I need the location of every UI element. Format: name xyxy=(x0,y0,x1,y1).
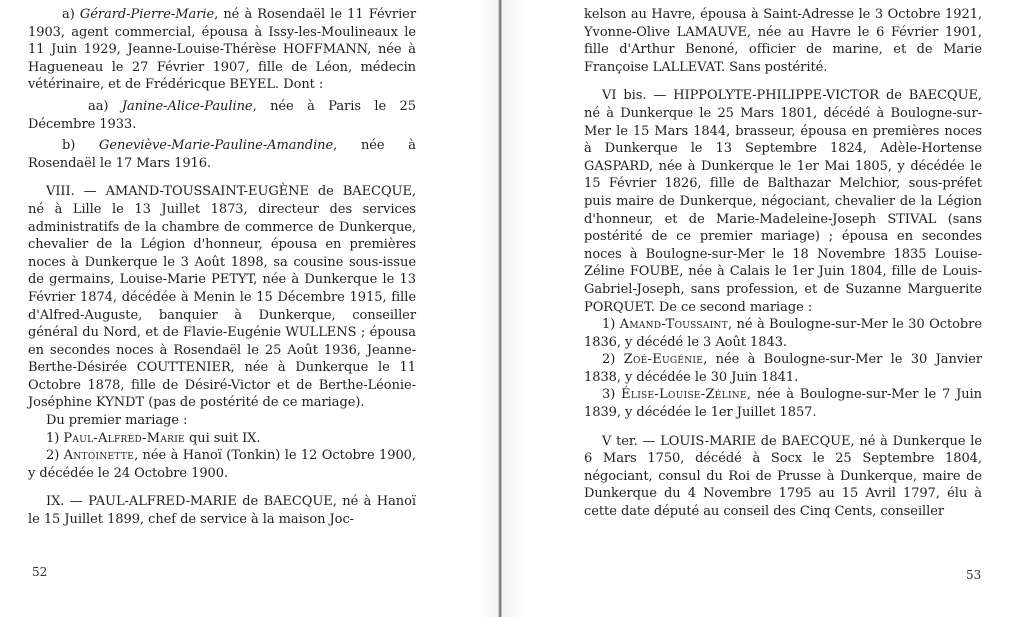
left-page-text xyxy=(28,6,416,529)
paragraph-section-vi-bis: VI bis. — HIPPOLYTE-PHILIPPE-VICTOR de BAECQUE, né à Dunkerque le 25 Mars 1801, décédé à Boulogne-sur-Mer le 15 Mars 1844, brasseur, épousa en premières noces à Dunkerque le 13 Septembre 1824, Adèle-Hortense GASPARD, née à Dunkerque le 1er Mai 1805, y décédée le 15 Février 1826, fille de Balthazar Melchior, sous-préfet puis maire de Dunkerque, négociant, chevalier de la Légion d'honneur, et de Marie-Madeleine-Joseph STIVAL (sans postérité de ce premier mariage) ; épousa en secondes noces à Boulogne-sur-Mer le 18 Novembre 1835 Louise-Zéline FOUBE, née à Calais le 1er Juin 1804, fille de Louis-Gabriel-Joseph, sans profession, et de Suzanne Marguerite PORQUET. De ce second mariage : xyxy=(584,88,982,315)
item-label: 1) xyxy=(46,430,60,446)
paragraph-text: , né à Rosendaël le 11 Février 1903, agent commercial, épousa à Issy-les-Moulineaux le 11 Juin 1929, Jeanne-Louise-Thérèse HOFFMANN, née à Hagueneau le 27 Février 1907, fille de Léon, médecin vétérinaire, et de Frédéricque BEYEL. Dont : xyxy=(28,7,416,93)
paragraph-first-marriage: Du premier mariage : xyxy=(46,413,188,429)
paragraph-child-amand xyxy=(584,316,982,351)
person-name: Antoinette xyxy=(63,448,135,464)
person-name: Geneviève-Marie-Pauline-Amandine xyxy=(99,138,334,154)
paragraph-continuation: kelson au Havre, épousa à Saint-Adresse le 3 Octobre 1921, Yvonne-Olive LAMAUVE, née au Havre le 6 Février 1901, fille d'Arthur Benoné, officier de marine, et de Marie Françoise LALLEVAT. Sans postérité. xyxy=(584,7,982,75)
paragraph-text: , née à Boulogne-sur-Mer le 7 Juin 1839, y décédée le 1er Juillet 1857. xyxy=(584,387,982,421)
right-page xyxy=(502,0,1024,617)
person-name: Janine-Alice-Pauline xyxy=(121,98,253,114)
paragraph-text: , née à Paris le 25 Décembre 1933. xyxy=(28,98,416,132)
item-label: b) xyxy=(62,138,76,154)
item-label: 2) xyxy=(602,352,616,368)
paragraph-section-ix: IX. — PAUL-ALFRED-MARIE de BAECQUE, né à Hanoï le 15 Juillet 1899, chef de service à la maison Joc- xyxy=(28,494,416,528)
item-label: 2) xyxy=(46,448,60,464)
paragraph-section-v-ter: V ter. — LOUIS-MARIE de BAECQUE, né à Dunkerque le 6 Mars 1750, décédé à Socx le 25 Septembre 1804, négociant, consul du Roi de Prusse à Dunkerque, maire de Dunkerque du 4 Novembre 1795 au 15 Avril 1797, élu à cette date député au conseil des Cinq Cents, conseiller xyxy=(584,433,982,520)
person-name: Amand-Toussaint xyxy=(619,317,729,333)
paragraph-text: , née à Rosendaël le 17 Mars 1916. xyxy=(28,138,416,171)
paragraph-genevieve xyxy=(28,137,416,172)
paragraph-text: , née à Boulogne-sur-Mer le 30 Janvier 1838, y décédée le 30 Juin 1841. xyxy=(584,352,982,385)
person-name: Élise-Louise-Zéline xyxy=(621,387,747,403)
paragraph-text: , né à Boulogne-sur-Mer le 30 Octobre 1836, y décédé le 3 Août 1843. xyxy=(584,317,982,350)
item-label: aa) xyxy=(88,98,109,114)
paragraph-text: qui suit IX. xyxy=(184,430,261,446)
item-label: 1) xyxy=(602,317,616,333)
person-name: Paul-Alfred-Marie xyxy=(63,430,185,446)
item-label: a) xyxy=(62,7,75,22)
paragraph-section-viii: VIII. — AMAND-TOUSSAINT-EUGÈNE de BAECQUE, né à Lille le 13 Juillet 1873, directeur des services administratifs de la chambre de commerce de Dunkerque, chevalier de la Légion d'honneur, épousa en premières noces à Dunkerque le 3 Août 1898, sa cousine sous-issue de germains, Louise-Marie PETYT, née à Dunkerque le 13 Février 1874, décédée à Menin le 15 Décembre 1915, fille d'Alfred-Auguste, banquier à Dunkerque, conseiller général du Nord, et de Flavie-Eugénie WULLENS ; épousa en secondes noces à Rosendaël le 25 Août 1936, Jeanne-Berthe-Désirée COUTTENIER, née à Dunkerque le 11 Octobre 1878, fille de Désiré-Victor et de Berthe-Léonie-Joséphine KYNDT (pas de postérité de ce mariage). xyxy=(28,184,416,411)
paragraph-child-antoinette xyxy=(28,447,416,482)
paragraph-gerard xyxy=(28,6,416,94)
paragraph-child-zoe xyxy=(584,351,982,386)
page-number-right: 53 xyxy=(966,568,982,582)
right-page-text xyxy=(584,6,982,521)
page-number-left: 52 xyxy=(32,565,48,579)
person-name: Gérard-Pierre-Marie xyxy=(79,7,215,22)
left-page xyxy=(0,0,500,617)
person-name: Zoé-Eugénie xyxy=(623,352,704,368)
paragraph-child-elise xyxy=(584,386,982,421)
paragraph-text: , née à Hanoï (Tonkin) le 12 Octobre 1900, y décédée le 24 Octobre 1900. xyxy=(28,448,416,481)
item-label: 3) xyxy=(602,387,616,403)
paragraph-janine xyxy=(28,98,416,133)
paragraph-child-paul xyxy=(28,430,416,448)
